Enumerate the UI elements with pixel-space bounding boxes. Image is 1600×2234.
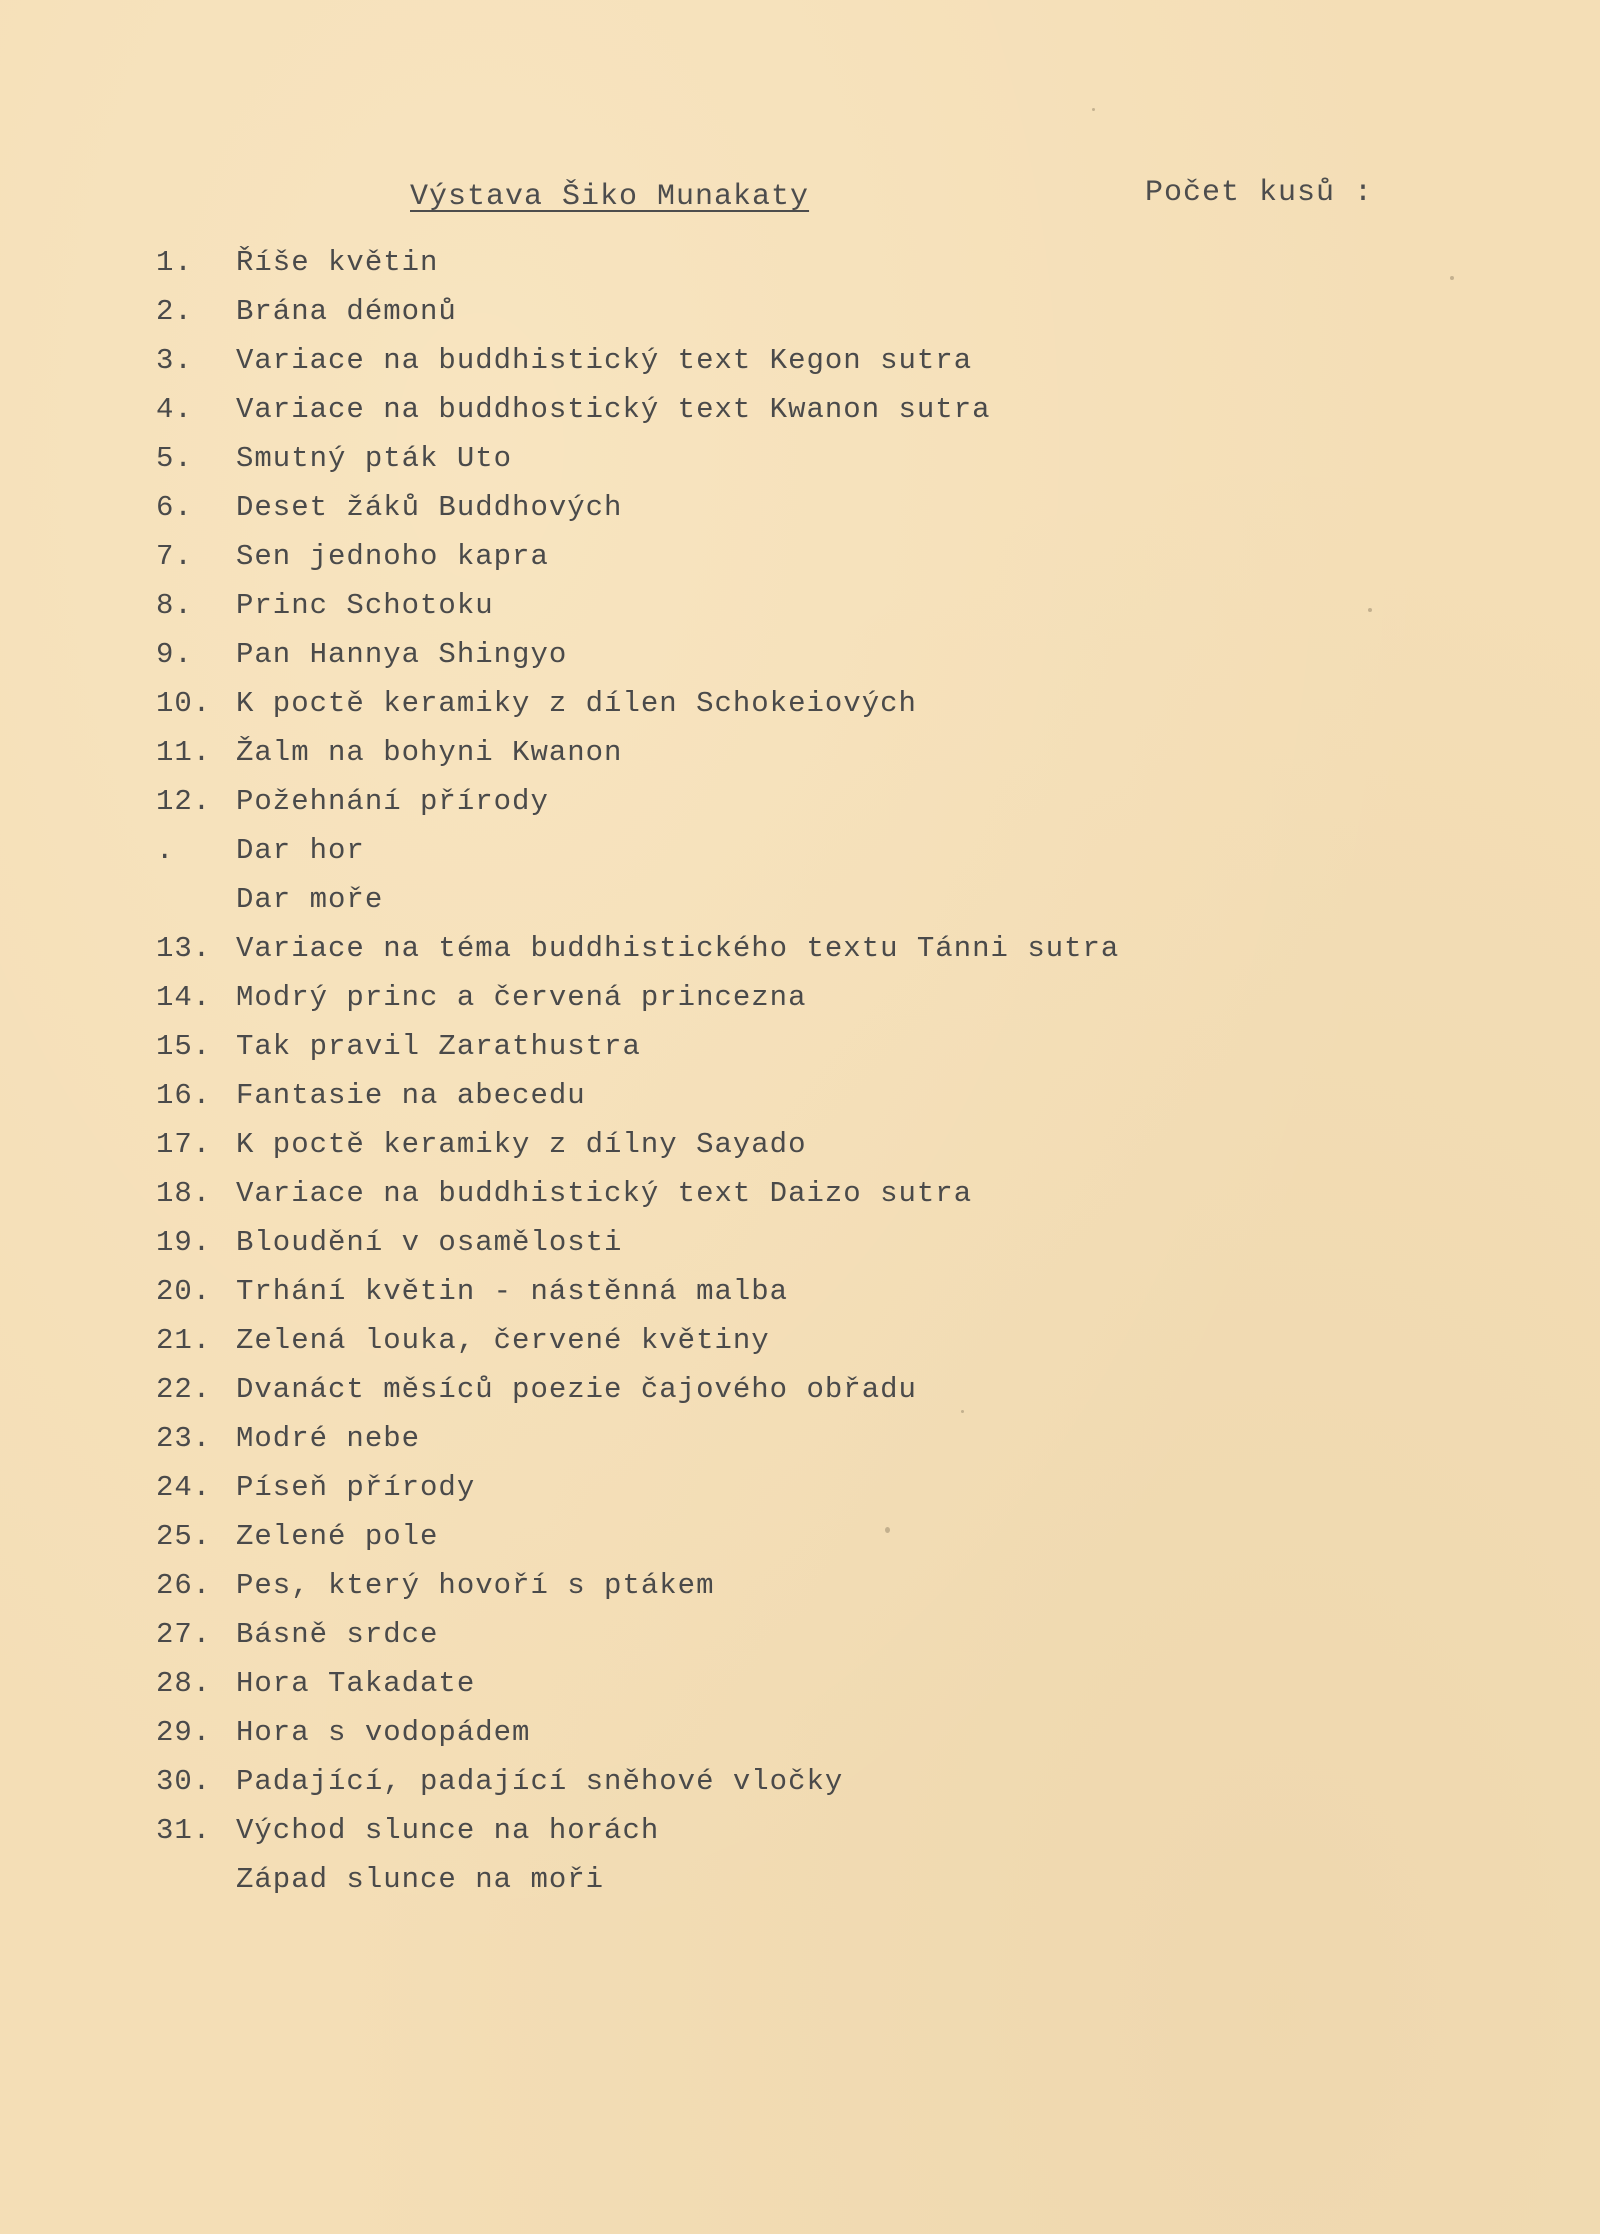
item-number: 11. bbox=[156, 736, 212, 769]
item-title: Básně srdce bbox=[236, 1618, 439, 1651]
item-title: Tak pravil Zarathustra bbox=[236, 1030, 641, 1063]
item-number: 23. bbox=[156, 1422, 212, 1455]
item-number: 9. bbox=[156, 638, 193, 671]
item-title: Padající, padající sněhové vločky bbox=[236, 1765, 844, 1798]
item-number: 15. bbox=[156, 1030, 212, 1063]
item-number: 2. bbox=[156, 295, 193, 328]
item-number: 4. bbox=[156, 393, 193, 426]
paper-speck bbox=[1450, 276, 1454, 280]
item-number: 5. bbox=[156, 442, 193, 475]
item-number: 3. bbox=[156, 344, 193, 377]
item-title: Trhání květin - nástěnná malba bbox=[236, 1275, 789, 1308]
item-number: 25. bbox=[156, 1520, 212, 1553]
item-title: Pes, který hovoří s ptákem bbox=[236, 1569, 715, 1602]
item-title: Žalm na bohyni Kwanon bbox=[236, 736, 623, 769]
item-title: Píseň přírody bbox=[236, 1471, 476, 1504]
item-number: 22. bbox=[156, 1373, 212, 1406]
paper-speck bbox=[1368, 608, 1372, 612]
item-title: Princ Schotoku bbox=[236, 589, 494, 622]
item-title: Zelená louka, červené květiny bbox=[236, 1324, 770, 1357]
item-title: Fantasie na abecedu bbox=[236, 1079, 586, 1112]
item-number: 16. bbox=[156, 1079, 212, 1112]
item-number: 31. bbox=[156, 1814, 212, 1847]
item-title: Požehnání přírody bbox=[236, 785, 549, 818]
item-title: Dar hor bbox=[236, 834, 365, 867]
item-title: Deset žáků Buddhových bbox=[236, 491, 623, 524]
item-number: 28. bbox=[156, 1667, 212, 1700]
item-title: Říše květin bbox=[236, 246, 439, 279]
item-number: 18. bbox=[156, 1177, 212, 1210]
item-number: 1. bbox=[156, 246, 193, 279]
item-number: 13. bbox=[156, 932, 212, 965]
item-number: 17. bbox=[156, 1128, 212, 1161]
item-number: 30. bbox=[156, 1765, 212, 1798]
item-title: Brána démonů bbox=[236, 295, 457, 328]
item-title: K poctě keramiky z dílny Sayado bbox=[236, 1128, 807, 1161]
item-title: Hora Takadate bbox=[236, 1667, 476, 1700]
item-number: 21. bbox=[156, 1324, 212, 1357]
item-title: Pan Hannya Shingyo bbox=[236, 638, 568, 671]
item-number: 26. bbox=[156, 1569, 212, 1602]
item-number: 10. bbox=[156, 687, 212, 720]
item-title: Východ slunce na horách bbox=[236, 1814, 660, 1847]
item-number: 24. bbox=[156, 1471, 212, 1504]
item-number: 19. bbox=[156, 1226, 212, 1259]
item-title: Dar moře bbox=[236, 883, 384, 916]
item-number: 29. bbox=[156, 1716, 212, 1749]
item-number: 6. bbox=[156, 491, 193, 524]
item-title: Variace na buddhistický text Daizo sutra bbox=[236, 1177, 973, 1210]
paper-speck bbox=[885, 1527, 890, 1533]
item-title: Sen jednoho kapra bbox=[236, 540, 549, 573]
paper-speck bbox=[1092, 108, 1095, 111]
count-column-header: Počet kusů : bbox=[1145, 176, 1374, 210]
item-title: Variace na téma buddhistického textu Tánni sutra bbox=[236, 932, 1120, 965]
item-title: Variace na buddhistický text Kegon sutra bbox=[236, 344, 973, 377]
paper-speck bbox=[961, 1410, 964, 1413]
item-title: Modrý princ a červená princezna bbox=[236, 981, 807, 1014]
item-title: Zelené pole bbox=[236, 1520, 439, 1553]
item-title: Variace na buddhostický text Kwanon sutra bbox=[236, 393, 991, 426]
item-number: 14. bbox=[156, 981, 212, 1014]
item-number: 20. bbox=[156, 1275, 212, 1308]
item-number: 7. bbox=[156, 540, 193, 573]
item-title: Hora s vodopádem bbox=[236, 1716, 531, 1749]
item-title: Bloudění v osamělosti bbox=[236, 1226, 623, 1259]
item-title: Modré nebe bbox=[236, 1422, 421, 1455]
item-title: Západ slunce na moři bbox=[236, 1863, 605, 1896]
item-title: Smutný pták Uto bbox=[236, 442, 513, 475]
document-title: Výstava Šiko Munakaty bbox=[410, 180, 810, 214]
item-title: K poctě keramiky z dílen Schokeiových bbox=[236, 687, 917, 720]
item-title: Dvanáct měsíců poezie čajového obřadu bbox=[236, 1373, 917, 1406]
item-number: 8. bbox=[156, 589, 193, 622]
item-number: 27. bbox=[156, 1618, 212, 1651]
item-number: . bbox=[156, 834, 175, 867]
item-number: 12. bbox=[156, 785, 212, 818]
